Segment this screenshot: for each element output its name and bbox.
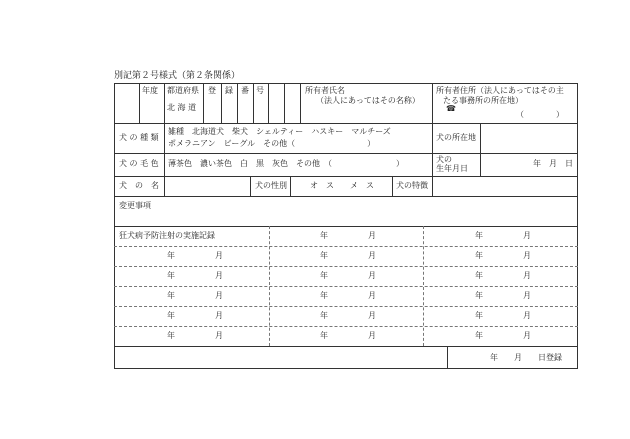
header-reg-1: 登 <box>208 86 216 95</box>
vaccination-date-2-2: 年 月 <box>320 251 376 260</box>
owner-name-note: （法人にあってはその名称） <box>316 96 420 105</box>
vaccination-date-5-1: 年 月 <box>167 311 223 320</box>
location-label: 犬の所在地 <box>436 133 476 142</box>
vaccination-date-6-2: 年 月 <box>320 331 376 340</box>
sex-label: 犬の性別 <box>255 181 287 190</box>
breed-options-2: ポメラニアン ビーグル その他（ ） <box>168 139 376 148</box>
vaccination-date-3-2: 年 月 <box>320 271 376 280</box>
header-reg-2: 録 <box>225 86 233 95</box>
sex-value: オ ス メ ス <box>310 181 374 190</box>
form-label: 別記第２号様式（第２条関係） <box>114 71 241 81</box>
feature-label: 犬の特徴 <box>396 181 428 190</box>
breed-label: 犬 の 種 類 <box>119 133 159 142</box>
vaccination-date-6-3: 年 月 <box>475 331 531 340</box>
vaccination-date-4-1: 年 月 <box>167 291 223 300</box>
header-prefecture: 都道府県 <box>167 86 199 95</box>
birth-label-2: 生年月日 <box>436 164 468 173</box>
vaccination-date-2-3: 年 月 <box>475 251 531 260</box>
phone-icon: ☎ <box>446 104 456 113</box>
vaccination-date-5-3: 年 月 <box>475 311 531 320</box>
vaccination-date-4-3: 年 月 <box>475 291 531 300</box>
vaccination-date-6-1: 年 月 <box>167 331 223 340</box>
vaccination-date-3-3: 年 月 <box>475 271 531 280</box>
birth-value: 年 月 日 <box>533 159 573 168</box>
name-label: 犬 の 名 <box>119 181 159 190</box>
vaccination-date-1-3: 年 月 <box>475 231 531 240</box>
color-label: 犬 の 毛 色 <box>119 159 159 168</box>
owner-address-label-2: たる事務所の所在地） <box>443 96 523 105</box>
changes-label: 変更事項 <box>119 201 151 210</box>
vaccination-date-2-1: 年 月 <box>167 251 223 260</box>
vaccination-date-1-2: 年 月 <box>320 231 376 240</box>
registration-date: 年 月 日登録 <box>490 353 562 362</box>
phone-paren: （ ） <box>516 110 564 119</box>
breed-options-1: 雑種 北海道犬 柴犬 シェルティー ハスキー マルチーズ <box>168 127 391 136</box>
header-reg-3: 番 <box>241 86 249 95</box>
rabies-record-label: 狂犬病予防注射の実施記録 <box>119 231 215 240</box>
color-options: 薄茶色 濃い茶色 白 黒 灰色 その他 （ ） <box>168 159 404 168</box>
birth-label: 犬の <box>436 155 452 164</box>
vaccination-date-5-2: 年 月 <box>320 311 376 320</box>
header-reg-4: 号 <box>256 86 264 95</box>
vaccination-date-3-1: 年 月 <box>167 271 223 280</box>
owner-name-label: 所有者氏名 <box>305 86 345 95</box>
header-hokkaido: 北 海 道 <box>167 103 197 112</box>
vaccination-date-4-2: 年 月 <box>320 291 376 300</box>
header-year: 年度 <box>142 86 158 95</box>
owner-address-label: 所有者住所（法人にあってはその主 <box>436 86 564 95</box>
